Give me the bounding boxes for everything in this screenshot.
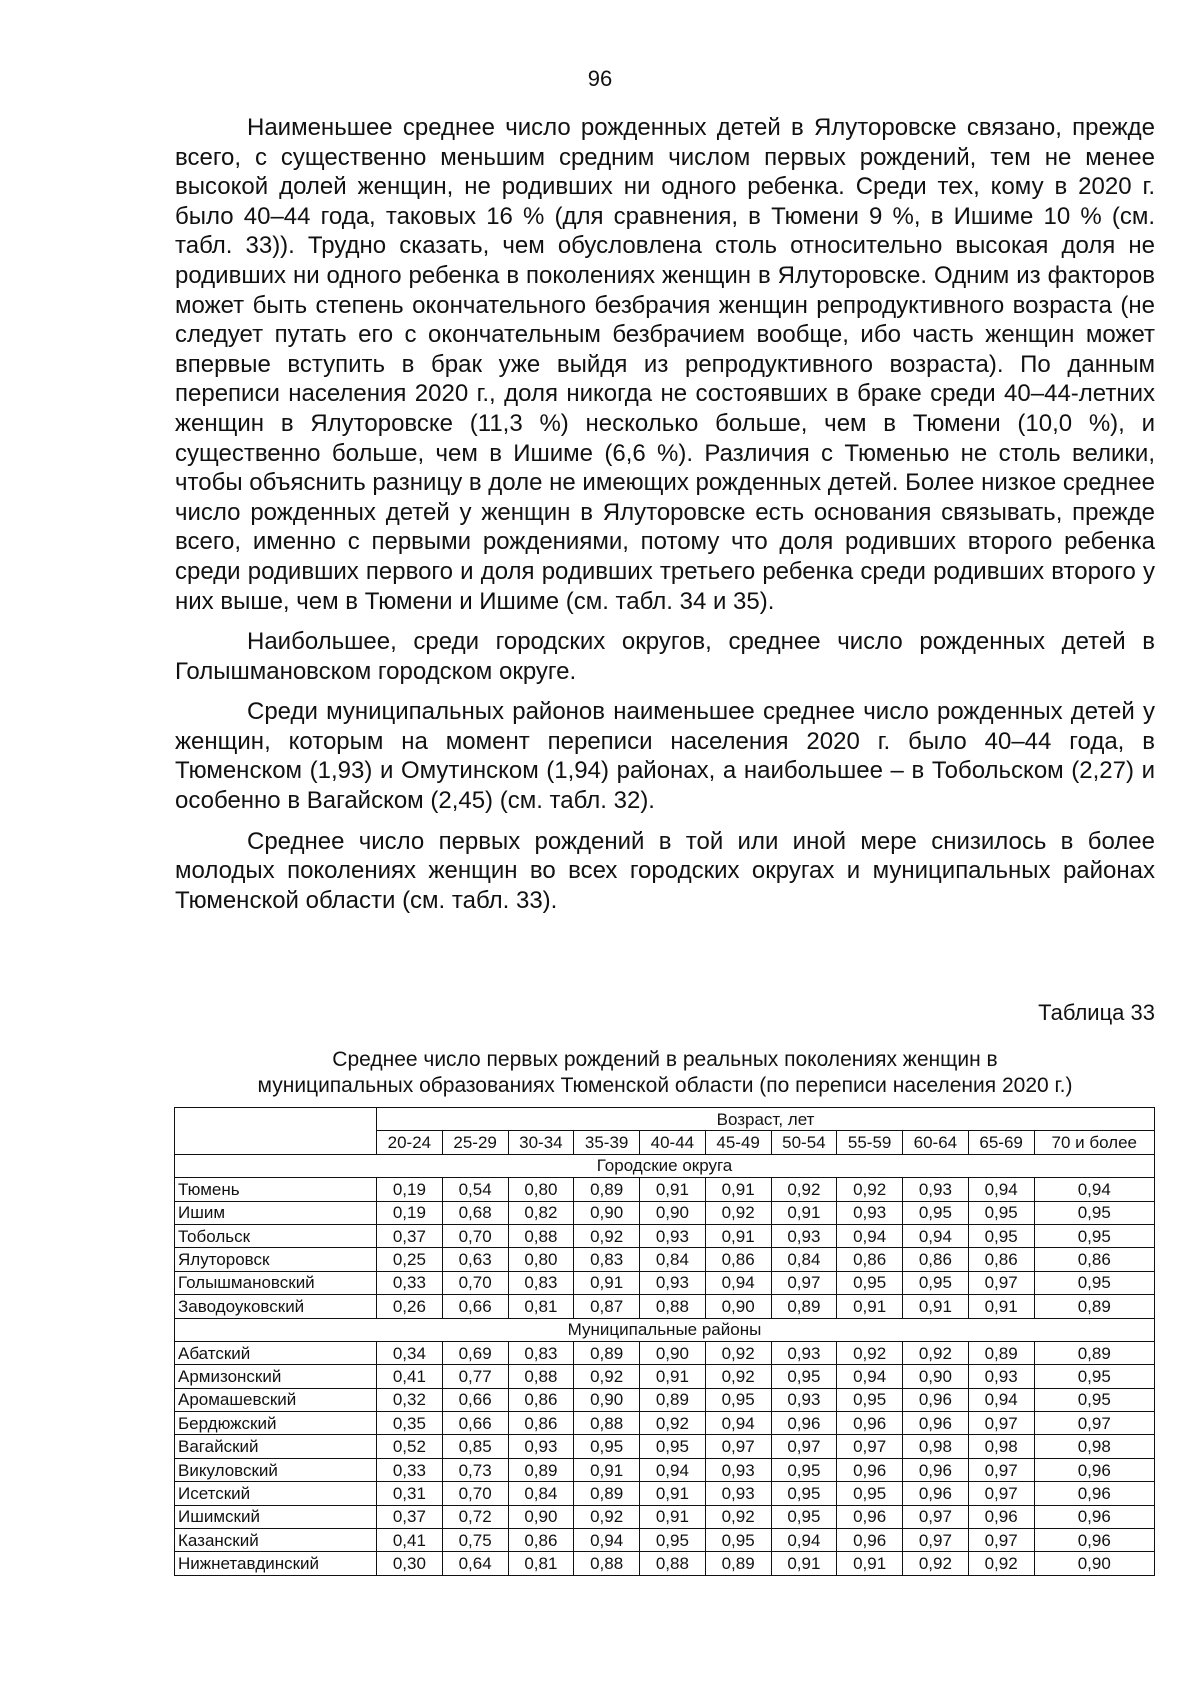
table-cell: 0,70 [442, 1271, 508, 1294]
table-cell: 0,96 [837, 1412, 903, 1435]
table-cell: 0,96 [1034, 1529, 1155, 1552]
column-header: 40-44 [640, 1131, 706, 1154]
table-cell: 0,97 [903, 1505, 969, 1528]
table-cell: 0,95 [968, 1224, 1034, 1247]
table-row [175, 1435, 1155, 1458]
table-cell: 0,66 [442, 1412, 508, 1435]
table-row [175, 1482, 1155, 1505]
table-cell: 0,86 [508, 1529, 574, 1552]
table-cell: 0,86 [508, 1388, 574, 1411]
table-cell: 0,97 [968, 1529, 1034, 1552]
table-cell: 0,92 [903, 1552, 969, 1575]
table-cell: 0,94 [705, 1412, 771, 1435]
table-cell: 0,66 [442, 1295, 508, 1318]
table-cell: 0,94 [903, 1224, 969, 1247]
table-cell: 0,94 [837, 1224, 903, 1247]
table-cell: 0,95 [1034, 1224, 1155, 1247]
table-cell: 0,30 [377, 1552, 443, 1575]
table-cell: 0,93 [771, 1341, 837, 1364]
row-name: Ишимский [175, 1505, 377, 1528]
table-cell: 0,90 [508, 1505, 574, 1528]
table-cell: 0,95 [1034, 1365, 1155, 1388]
table-cell: 0,96 [903, 1412, 969, 1435]
table-cell: 0,92 [705, 1365, 771, 1388]
table-cell: 0,85 [442, 1435, 508, 1458]
table-cell: 0,95 [705, 1529, 771, 1552]
table-row [175, 1271, 1155, 1294]
paragraph: Среди муниципальных районов наименьшее среднее число рожденных детей у женщин, которым на момент переписи населения 2020 г. было 40–44 года, в Тюменском (1,93) и Омутинском (1,94) районах, а наибольшее – в Тобольском (2,27) и особенно в Вагайском (2,45) (см. табл. 32). [175, 698, 1155, 815]
table-cell: 0,93 [771, 1224, 837, 1247]
table-cell: 0,89 [574, 1341, 640, 1364]
table-cell: 0,88 [574, 1412, 640, 1435]
table-cell: 0,92 [771, 1178, 837, 1201]
table-cell: 0,88 [508, 1365, 574, 1388]
table-cell: 0,25 [377, 1248, 443, 1271]
table-cell: 0,41 [377, 1529, 443, 1552]
table-row [175, 1552, 1155, 1575]
table-cell: 0,98 [1034, 1435, 1155, 1458]
table-cell: 0,84 [640, 1248, 706, 1271]
table-cell: 0,93 [771, 1388, 837, 1411]
table-cell: 0,91 [640, 1505, 706, 1528]
table-cell: 0,89 [574, 1482, 640, 1505]
table-cell: 0,95 [574, 1435, 640, 1458]
table-cell: 0,90 [640, 1201, 706, 1224]
table-cell: 0,95 [837, 1482, 903, 1505]
table-cell: 0,96 [837, 1505, 903, 1528]
table-cell: 0,92 [837, 1341, 903, 1364]
table-row [175, 1388, 1155, 1411]
table-row [175, 1458, 1155, 1481]
table-cell: 0,97 [1034, 1412, 1155, 1435]
table-cell: 0,34 [377, 1341, 443, 1364]
section-row [175, 1318, 1155, 1341]
table-row [175, 1341, 1155, 1364]
table-cell: 0,93 [705, 1482, 771, 1505]
table-cell: 0,88 [508, 1224, 574, 1247]
table-cell: 0,19 [377, 1201, 443, 1224]
table-cell: 0,95 [640, 1435, 706, 1458]
page-number: 96 [587, 66, 613, 91]
table-cell: 0,95 [705, 1388, 771, 1411]
table-cell: 0,69 [442, 1341, 508, 1364]
row-name: Нижнетавдинский [175, 1552, 377, 1575]
row-name: Ишим [175, 1201, 377, 1224]
table-cell: 0,88 [640, 1552, 706, 1575]
table-cell: 0,96 [1034, 1482, 1155, 1505]
table-cell: 0,73 [442, 1458, 508, 1481]
table-cell: 0,97 [968, 1482, 1034, 1505]
table-cell: 0,84 [508, 1482, 574, 1505]
table-cell: 0,90 [903, 1365, 969, 1388]
table-cell: 0,83 [508, 1271, 574, 1294]
table-cell: 0,91 [771, 1201, 837, 1224]
table-cell: 0,86 [508, 1412, 574, 1435]
table-cell: 0,82 [508, 1201, 574, 1224]
table-row [175, 1295, 1155, 1318]
table-cell: 0,95 [903, 1271, 969, 1294]
table-cell: 0,95 [968, 1201, 1034, 1224]
table-cell: 0,91 [574, 1271, 640, 1294]
table-cell: 0,94 [968, 1388, 1034, 1411]
table-cell: 0,91 [837, 1552, 903, 1575]
table-cell: 0,96 [903, 1388, 969, 1411]
table-cell: 0,94 [968, 1178, 1034, 1201]
table-cell: 0,35 [377, 1412, 443, 1435]
table-cell: 0,33 [377, 1458, 443, 1481]
table-row [175, 1224, 1155, 1247]
table-cell: 0,93 [508, 1435, 574, 1458]
table-cell: 0,95 [771, 1482, 837, 1505]
table-cell: 0,92 [837, 1178, 903, 1201]
table-cell: 0,96 [968, 1505, 1034, 1528]
table-cell: 0,90 [574, 1388, 640, 1411]
table-cell: 0,97 [705, 1435, 771, 1458]
table-cell: 0,89 [705, 1552, 771, 1575]
table-cell: 0,91 [640, 1365, 706, 1388]
table-cell: 0,97 [771, 1271, 837, 1294]
table-title [175, 1047, 1155, 1099]
table-cell: 0,80 [508, 1178, 574, 1201]
table-caption: Таблица 33 [1038, 1000, 1155, 1025]
column-header: 30-34 [508, 1131, 574, 1154]
table-cell: 0,96 [837, 1458, 903, 1481]
table-cell: 0,98 [903, 1435, 969, 1458]
table-cell: 0,81 [508, 1552, 574, 1575]
section-title: Городские округа [175, 1154, 1155, 1177]
row-name: Тюмень [175, 1178, 377, 1201]
table-cell: 0,89 [508, 1458, 574, 1481]
table-cell: 0,95 [640, 1529, 706, 1552]
table-cell: 0,92 [968, 1552, 1034, 1575]
table-cell: 0,70 [442, 1224, 508, 1247]
column-header: 45-49 [705, 1131, 771, 1154]
table-cell: 0,96 [771, 1412, 837, 1435]
table-cell: 0,94 [640, 1458, 706, 1481]
table-cell: 0,70 [442, 1482, 508, 1505]
table-cell: 0,41 [377, 1365, 443, 1388]
table-title-line: муниципальных образованиях Тюменской области (по переписи населения 2020 г.) [257, 1074, 1073, 1097]
table-cell: 0,97 [837, 1435, 903, 1458]
table-cell: 0,90 [705, 1295, 771, 1318]
table-cell: 0,90 [640, 1341, 706, 1364]
section-row [175, 1154, 1155, 1177]
row-name: Исетский [175, 1482, 377, 1505]
column-header: 55-59 [837, 1131, 903, 1154]
table-cell: 0,97 [968, 1412, 1034, 1435]
table-cell: 0,91 [574, 1458, 640, 1481]
table-cell: 0,86 [705, 1248, 771, 1271]
column-header: 25-29 [442, 1131, 508, 1154]
table-cell: 0,31 [377, 1482, 443, 1505]
column-header: 20-24 [377, 1131, 443, 1154]
table-cell: 0,66 [442, 1388, 508, 1411]
row-name: Голышмановский [175, 1271, 377, 1294]
header-row [175, 1108, 1155, 1131]
table-row [175, 1529, 1155, 1552]
column-header: 35-39 [574, 1131, 640, 1154]
table-cell: 0,89 [968, 1341, 1034, 1364]
table-cell: 0,95 [837, 1388, 903, 1411]
table-cell: 0,92 [903, 1341, 969, 1364]
table-cell: 0,94 [1034, 1178, 1155, 1201]
table-cell: 0,19 [377, 1178, 443, 1201]
table-cell: 0,90 [1034, 1552, 1155, 1575]
row-name: Бердюжский [175, 1412, 377, 1435]
table-cell: 0,93 [837, 1201, 903, 1224]
table-cell: 0,89 [574, 1178, 640, 1201]
table-row [175, 1505, 1155, 1528]
table-row [175, 1248, 1155, 1271]
data-table [174, 1107, 1155, 1576]
table-cell: 0,97 [903, 1529, 969, 1552]
table-title-line: Среднее число первых рождений в реальных поколениях женщин в [332, 1048, 998, 1071]
table-row [175, 1201, 1155, 1224]
table-cell: 0,64 [442, 1552, 508, 1575]
table-cell: 0,95 [837, 1271, 903, 1294]
column-header: 65-69 [968, 1131, 1034, 1154]
table-cell: 0,92 [705, 1505, 771, 1528]
table-cell: 0,94 [837, 1365, 903, 1388]
table-cell: 0,94 [574, 1529, 640, 1552]
table-cell: 0,96 [903, 1482, 969, 1505]
table-cell: 0,96 [837, 1529, 903, 1552]
row-name: Армизонский [175, 1365, 377, 1388]
table-cell: 0,93 [640, 1271, 706, 1294]
row-name: Заводоуковский [175, 1295, 377, 1318]
table-cell: 0,91 [705, 1224, 771, 1247]
table-cell: 0,96 [1034, 1458, 1155, 1481]
body-text [175, 113, 1155, 926]
table-cell: 0,83 [574, 1248, 640, 1271]
table-cell: 0,91 [705, 1178, 771, 1201]
table-cell: 0,91 [640, 1482, 706, 1505]
table-cell: 0,97 [771, 1435, 837, 1458]
table-body [175, 1108, 1155, 1576]
row-name: Ялуторовск [175, 1248, 377, 1271]
table-row [175, 1412, 1155, 1435]
table-cell: 0,86 [837, 1248, 903, 1271]
table-cell: 0,91 [771, 1552, 837, 1575]
table-cell: 0,94 [705, 1271, 771, 1294]
table-cell: 0,89 [1034, 1341, 1155, 1364]
table-cell: 0,86 [968, 1248, 1034, 1271]
table-cell: 0,37 [377, 1505, 443, 1528]
table-cell: 0,95 [771, 1505, 837, 1528]
table-row [175, 1178, 1155, 1201]
table-cell: 0,93 [968, 1365, 1034, 1388]
row-name: Аромашевский [175, 1388, 377, 1411]
table-cell: 0,89 [640, 1388, 706, 1411]
table-cell: 0,91 [837, 1295, 903, 1318]
table-cell: 0,84 [771, 1248, 837, 1271]
table-cell: 0,88 [574, 1552, 640, 1575]
table-cell: 0,91 [640, 1178, 706, 1201]
column-header: 70 и более [1034, 1131, 1155, 1154]
table-cell: 0,92 [705, 1341, 771, 1364]
section-title: Муниципальные районы [175, 1318, 1155, 1341]
table-cell: 0,88 [640, 1295, 706, 1318]
table-row [175, 1365, 1155, 1388]
table-cell: 0,91 [903, 1295, 969, 1318]
row-name: Вагайский [175, 1435, 377, 1458]
table-cell: 0,97 [968, 1458, 1034, 1481]
table-cell: 0,75 [442, 1529, 508, 1552]
row-name: Абатский [175, 1341, 377, 1364]
table-cell: 0,68 [442, 1201, 508, 1224]
table-cell: 0,63 [442, 1248, 508, 1271]
table-cell: 0,86 [1034, 1248, 1155, 1271]
table-cell: 0,89 [1034, 1295, 1155, 1318]
table-cell: 0,77 [442, 1365, 508, 1388]
table-cell: 0,83 [508, 1341, 574, 1364]
table-cell: 0,32 [377, 1388, 443, 1411]
table-cell: 0,54 [442, 1178, 508, 1201]
paragraph: Наибольшее, среди городских округов, среднее число рожденных детей в Голышмановском городском округе. [175, 628, 1155, 685]
row-name: Казанский [175, 1529, 377, 1552]
table-cell: 0,96 [903, 1458, 969, 1481]
table-cell: 0,92 [705, 1201, 771, 1224]
corner-cell [175, 1108, 377, 1155]
table-cell: 0,52 [377, 1435, 443, 1458]
table-cell: 0,95 [903, 1201, 969, 1224]
table-cell: 0,95 [1034, 1388, 1155, 1411]
column-header: 50-54 [771, 1131, 837, 1154]
table-cell: 0,92 [574, 1505, 640, 1528]
paragraph: Наименьшее среднее число рожденных детей в Ялуторовске связано, прежде всего, с существенно меньшим средним числом первых рождений, тем не менее высокой долей женщин, не родивших ни одного ребенка. Среди тех, кому в 2020 г. было 40–44 года, таковых 16 % (для сравнения, в Тюмени 9 %, в Ишиме 10 % (см. табл. 33)). Трудно сказать, чем обусловлена столь относительно высокая доля не родивших ни одного ребенка в поколениях женщин в Ялуторовске. Одним из факторов может быть степень окончательного безбрачия женщин репродуктивного возраста (не следует путать его с окончательным безбрачием вообще, ибо часть женщин может впервые вступить в брак уже выйдя из репродуктивного возраста). По данным переписи населения 2020 г., доля никогда не состоявших в браке среди 40–44-летних женщин в Ялуторовске (11,3 %) несколько больше, чем в Тюмени (10,0 %), и существенно больше, чем в Ишиме (6,6 %). Различия с Тюменью не столь велики, чтобы объяснить разницу в доле не имеющих рожденных детей. Более низкое среднее число рожденных детей у женщин в Ялуторовске есть основания связывать, прежде всего, именно с первыми рождениями, потому что доля родивших второго ребенка среди родивших первого и доля родивших третьего ребенка среди родивших второго у них выше, чем в Тюмени и Ишиме (см. табл. 34 и 35). [175, 114, 1155, 615]
table-cell: 0,81 [508, 1295, 574, 1318]
table-cell: 0,93 [705, 1458, 771, 1481]
table-cell: 0,93 [640, 1224, 706, 1247]
table-cell: 0,89 [771, 1295, 837, 1318]
row-name: Тобольск [175, 1224, 377, 1247]
paragraph: Среднее число первых рождений в той или иной мере снизилось в более молодых поколениях женщин во всех городских округах и муниципальных районах Тюменской области (см. табл. 33). [175, 827, 1155, 914]
table-cell: 0,95 [771, 1365, 837, 1388]
table-cell: 0,37 [377, 1224, 443, 1247]
table-cell: 0,95 [771, 1458, 837, 1481]
table-cell: 0,26 [377, 1295, 443, 1318]
table-cell: 0,95 [1034, 1201, 1155, 1224]
table-cell: 0,92 [574, 1365, 640, 1388]
table-cell: 0,72 [442, 1505, 508, 1528]
table-cell: 0,94 [771, 1529, 837, 1552]
table-cell: 0,92 [574, 1224, 640, 1247]
table-cell: 0,92 [640, 1412, 706, 1435]
table-cell: 0,96 [1034, 1505, 1155, 1528]
table-cell: 0,87 [574, 1295, 640, 1318]
table-cell: 0,90 [574, 1201, 640, 1224]
age-header: Возраст, лет [377, 1108, 1155, 1131]
table-cell: 0,93 [903, 1178, 969, 1201]
table-cell: 0,95 [1034, 1271, 1155, 1294]
table-cell: 0,97 [968, 1271, 1034, 1294]
table-cell: 0,98 [968, 1435, 1034, 1458]
row-name: Викуловский [175, 1458, 377, 1481]
table-cell: 0,80 [508, 1248, 574, 1271]
column-header: 60-64 [903, 1131, 969, 1154]
table-cell: 0,91 [968, 1295, 1034, 1318]
table-cell: 0,33 [377, 1271, 443, 1294]
table-cell: 0,86 [903, 1248, 969, 1271]
